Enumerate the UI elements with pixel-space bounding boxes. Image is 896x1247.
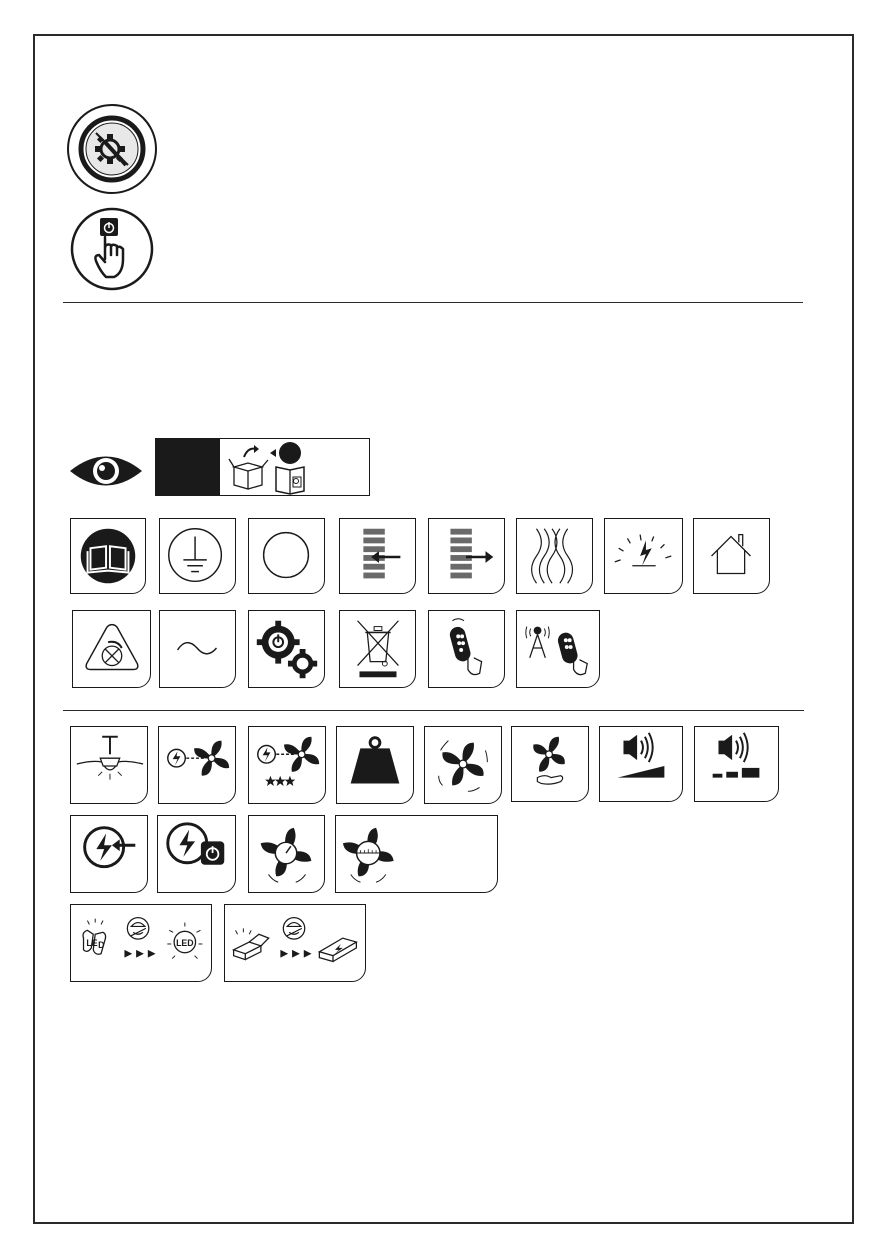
section-divider-2 — [63, 710, 804, 711]
fan-power-icon — [158, 726, 236, 804]
led-replace-technician-icon — [70, 904, 212, 982]
rotating-parts-warning-icon — [72, 610, 151, 688]
svg-text:LED: LED — [176, 937, 194, 948]
power-meter-icon — [604, 518, 683, 594]
section-divider — [63, 302, 803, 303]
ceiling-fan-light-icon — [70, 726, 148, 804]
standby-power-icon — [157, 815, 236, 893]
rf-remote-control-icon — [516, 610, 600, 688]
remote-control-icon — [428, 610, 505, 688]
frequency-wave-icon — [516, 518, 593, 594]
air-intake-icon — [339, 518, 416, 594]
read-manual-icon — [70, 518, 146, 594]
press-power-button-icon — [70, 207, 154, 291]
power-settings-gears-icon — [248, 610, 325, 688]
fan-power-rating-icon — [248, 726, 326, 804]
indoor-use-icon — [693, 518, 770, 594]
sound-level-high-icon — [599, 726, 683, 802]
instruction-ribbon — [155, 438, 370, 496]
fan-measure-icon — [335, 815, 498, 893]
sound-level-low-icon — [694, 726, 779, 802]
air-exhaust-icon — [428, 518, 505, 594]
weee-bin-icon — [339, 610, 416, 688]
fan-airflow-icon — [424, 726, 502, 804]
earth-ground-icon — [159, 518, 236, 594]
driver-replace-technician-icon — [224, 904, 366, 982]
read-manual-person-icon — [268, 439, 328, 495]
svg-text:LE: LE — [86, 937, 98, 948]
ribbon-dark-panel — [156, 439, 220, 495]
class-circle-icon — [248, 518, 325, 594]
svg-text:D: D — [98, 939, 105, 950]
fan-speed-gauge-icon — [248, 815, 325, 893]
eye-icon — [68, 448, 144, 494]
power-input-icon — [70, 815, 148, 893]
no-dismantle-tools-icon — [66, 103, 158, 195]
weight-icon — [336, 726, 414, 804]
alternating-current-icon — [159, 610, 236, 688]
fan-hand-icon — [511, 726, 589, 802]
